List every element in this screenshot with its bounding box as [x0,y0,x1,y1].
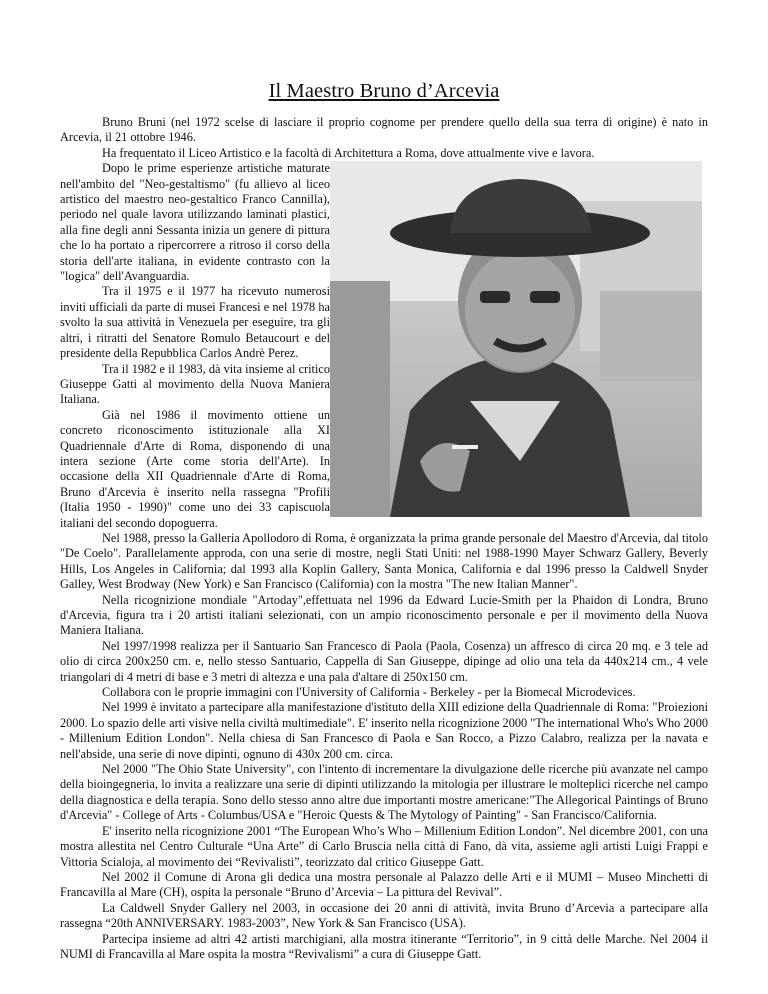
paragraph: Nella ricognizione mondiale "Artoday",effettuata nel 1996 da Edward Lucie-Smith per la Phaidon di Londra, Bruno d'Arcevia, figura tra i 20 artisti italiani selezionati, con un ampio riconoscimento personale e per il movimento della Nuova Maniera Italiana. [60,592,708,638]
paragraph: E' inserito nella ricognizione 2001 “The European Who’s Who – Millenium Edition London”. Nel dicembre 2001, con una mostra allestita nel Centro Culturale “Una Arte” di Carlo Bruscia nella città di Fano, dà vita, assieme agli artisti Luigi Frappi e Vittoria Scialoja, al movimento dei “Revivalisti”, teorizzato dal critico Giuseppe Gatt. [60,823,708,869]
paragraph: Nel 2000 "The Ohio State University", con l'intento di incrementare la divulgazione delle ricerche più avanzate nel campo della bioingegneria, lo invita a realizzare una serie di dipinti utilizzando la mitologia per illustrare le molteplici ricerche nel campo della diagnostica e della terapia. Sono dello stesso anno altre due importanti mostre americane:"The Allegorical Paintings of Bruno d'Arcevia" - College of Arts - Columbus/USA e "Heroic Quests & The Mytology of Painting" - San Francisco/California. [60,762,708,823]
paragraph: Partecipa insieme ad altri 42 artisti marchigiani, alla mostra itinerante “Territorio”, in 9 città delle Marche. Nel 2004 il NUMI di Francavilla al Mare ospita la mostra “Revivalismi” a cura di Giuseppe Gatt. [60,931,708,961]
paragraph: Bruno Bruni (nel 1972 scelse di lasciare il proprio cognome per prendere quello della sua terra di origine) è nato in Arcevia, il 21 ottobre 1946. [60,115,708,145]
paragraph: Nel 2002 il Comune di Arona gli dedica una mostra personale al Palazzo delle Arti e il MUMI – Museo Minchetti di Francavilla al Mare (CH), ospita la personale “Bruno d’Arcevia – La pittura del Revival”. [60,869,708,900]
portrait-illustration [330,161,702,517]
paragraph: Ha frequentato il Liceo Artistico e la facoltà di Architettura a Roma, dove attualmente vive e lavora. [102,145,595,160]
paragraph: Dopo le prime esperienze artistiche maturate nell'ambito del "Neo-gestaltismo" (fu allievo al liceo artistico del maestro neo-gestaltico Franco Cannilla), periodo nel quale lavora utilizzando laminati plastici, alla fine degli anni Sessanta inizia un genere di pittura che lo ha portato a ripercorrere a ritroso il corso della storia dell'arte italiana, in evidente contrasto con la "logica" dell'Avanguardia. [60,161,330,284]
paragraph: Nel 1988, presso la Galleria Apollodoro di Roma, è organizzata la prima grande personale del Maestro d'Arcevia, dal titolo "De Coelo". Parallelamente approda, con una serie di mostre, negli Stati Uniti: nel 1988-1990 Mayer Schwarz Gallery, Beverly Hills, Los Angeles in California; dal 1993 alla Koplin Gallery, Santa Monica, California e dal 1996 presso la Caldwell Snyder Galley, West Brodway (New York) e San Francisco (California) con la mostra "The new Italian Manner". [60,530,708,592]
paragraph: Tra il 1982 e il 1983, dà vita insieme al critico Giuseppe Gatti al movimento della Nuova Maniera Italiana. [60,361,330,407]
document-title: Il Maestro Bruno d’Arcevia [268,80,500,102]
paragraph: Nel 1999 è invitato a partecipare alla manifestazione d'istituto della XIII edizione della Quadriennale di Roma: "Proiezioni 2000. Lo spazio delle arti visive nella civiltà multimediale". E' inserito nella ricognizione 2000 "The international Who's Who 2000 - Millenium Edition London". Nella chiesa di San Francesco di Paola e San Rocco, a Pizzo Calabro, realizza per la navata e nell'abside, una serie di nove dipinti, ognuno di 430x 200 cm. circa. [60,700,708,761]
paragraph: Tra il 1975 e il 1977 ha ricevuto numerosi inviti ufficiali da parte di musei Francesi e nel 1978 ha svolto la sua attività in Venezuela per eseguire, tra gli altri, i ritratti del Senatore Romulo Betaucourt e del presidente della Repubblica Carlos Andrè Perez. [60,284,330,361]
paragraph: La Caldwell Snyder Gallery nel 2003, in occasione dei 20 anni di attività, invita Bruno d’Arcevia a partecipare alla rassegna “20th ANNIVERSARY. 1983-2003”, New York & San Francisco (USA). [60,900,708,931]
paragraph: Collabora con le proprie immagini con l'University of California - Berkeley - per la Biomecal Microdevices. [102,685,636,700]
portrait-photo [330,161,702,517]
document-page [60,80,708,962]
document-body [60,115,708,962]
paragraph: Nel 1997/1998 realizza per il Santuario San Francesco di Paola (Paola, Cosenza) un affresco di circa 20 mq. e 3 tele ad olio di circa 200x250 cm. e, nello stesso Santuario, Cappella di San Giuseppe, dipinge ad olio una tela da 440x214 cm., 4 vele triangolari di 4 metri di base e 3 metri di altezza e una pala d'altare di 250x150 cm. [60,638,708,684]
paragraph: Già nel 1986 il movimento ottiene un concreto riconoscimento istituzionale alla XI Quadriennale d'Arte di Roma, disponendo di una intera sezione (Arte come storia dell'Arte). In occasione della XII Quadriennale d'Arte di Roma, Bruno d'Arcevia è inserito nella rassegna "Profili (Italia 1950 - 1990)" come uno dei 33 capiscuola italiani del secondo dopoguerra. [60,407,330,530]
